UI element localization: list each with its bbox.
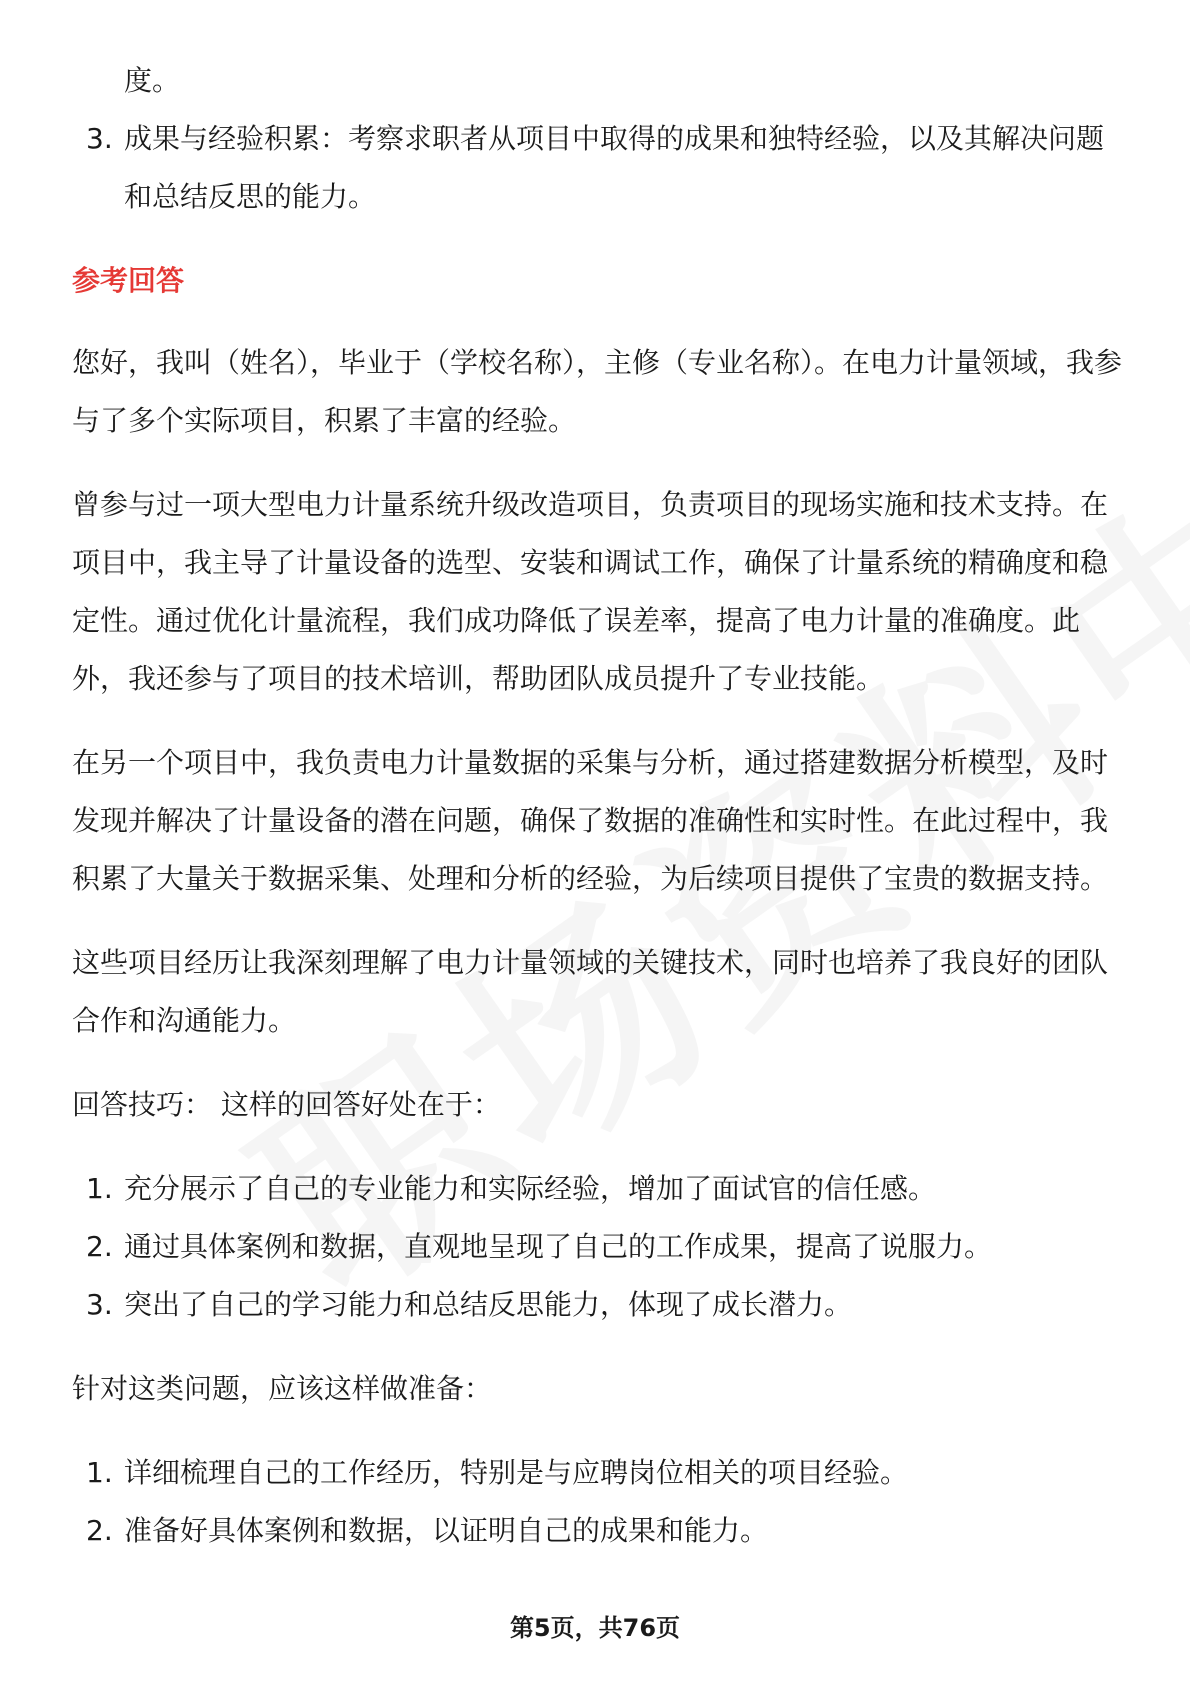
list-item-text: 成果与经验积累：考察求职者从项目中取得的成果和独特经验，以及其解决问题和总结反思的能力。 — [124, 122, 1105, 213]
answer-paragraph: 这些项目经历让我深刻理解了电力计量领域的关键技术，同时也培养了我良好的团队合作和沟通能力。 — [72, 946, 1109, 1037]
list-number: 1. — [86, 1456, 113, 1489]
answer-paragraph: 曾参与过一项大型电力计量系统升级改造项目，负责项目的现场实施和技术支持。在项目中，我主导了计量设备的选型、安装和调试工作，确保了计量系统的精确度和稳定性。通过优化计量流程，我们成功降低了误差率，提高了电力计量的准确度。此外，我还参与了项目的技术培训，帮助团队成员提升了专业技能。 — [72, 488, 1109, 695]
list-item — [72, 1276, 1122, 1334]
list-item-text: 准备好具体案例和数据，以证明自己的成果和能力。 — [124, 1514, 769, 1547]
list-item — [72, 110, 1122, 226]
list-item — [72, 1218, 1122, 1276]
list-number: 3. — [86, 122, 113, 155]
tips-intro: 回答技巧： 这样的回答好处在于： — [72, 1088, 501, 1121]
list-number: 2. — [86, 1230, 113, 1263]
list-item-text: 突出了自己的学习能力和总结反思能力，体现了成长潜力。 — [124, 1288, 853, 1321]
criteria-list — [72, 110, 1122, 226]
list-number: 1. — [86, 1172, 113, 1205]
list-number: 3. — [86, 1288, 113, 1321]
prep-list — [72, 1444, 1122, 1560]
list-item — [72, 1160, 1122, 1218]
page-number: 第5页，共76页 — [509, 1614, 681, 1642]
tips-list — [72, 1160, 1122, 1334]
prep-intro: 针对这类问题，应该这样做准备： — [72, 1372, 493, 1405]
answer-paragraph: 您好，我叫（姓名），毕业于（学校名称），主修（专业名称）。在电力计量领域，我参与了多个实际项目，积累了丰富的经验。 — [72, 346, 1123, 437]
list-item-text: 通过具体案例和数据，直观地呈现了自己的工作成果，提高了说服力。 — [124, 1230, 993, 1263]
answer-paragraph: 在另一个项目中，我负责电力计量数据的采集与分析，通过搭建数据分析模型，及时发现并解决了计量设备的潜在问题，确保了数据的准确性和实时性。在此过程中，我积累了大量关于数据采集、处理和分析的经验，为后续项目提供了宝贵的数据支持。 — [72, 746, 1109, 895]
list-item-text: 充分展示了自己的专业能力和实际经验，增加了面试官的信任感。 — [124, 1172, 937, 1205]
list-item — [72, 1444, 1122, 1502]
list-item-text: 详细梳理自己的工作经历，特别是与应聘岗位相关的项目经验。 — [124, 1456, 909, 1489]
section-heading: 参考回答 — [72, 264, 185, 297]
list-number: 2. — [86, 1514, 113, 1547]
list-item — [72, 1502, 1122, 1560]
document-body — [72, 52, 1122, 1586]
continued-text: 度。 — [124, 64, 181, 97]
